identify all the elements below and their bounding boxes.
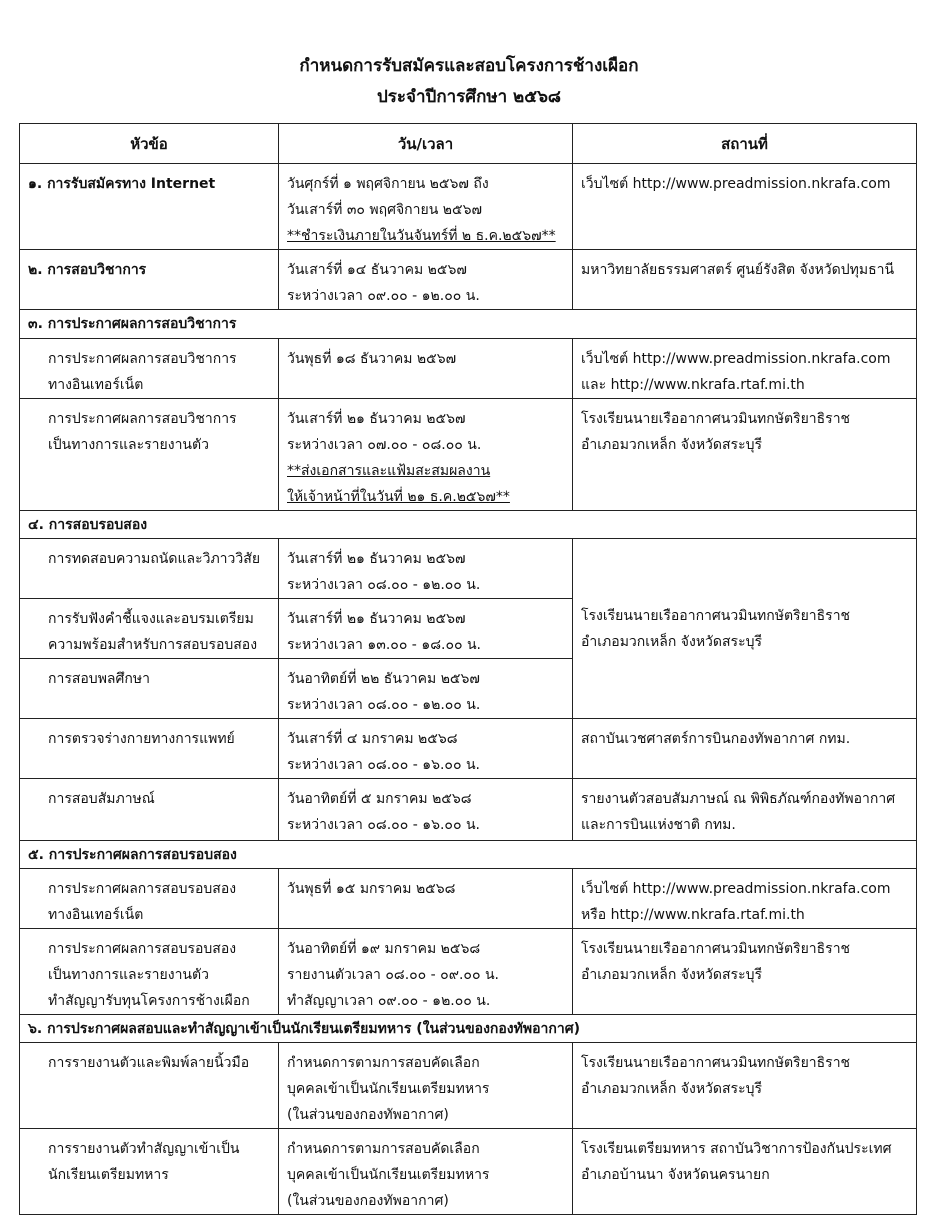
row-place: โรงเรียนนายเรืออากาศนวมินทกษัตริยาธิราช — [581, 941, 851, 957]
row-datetime: ระหว่างเวลา ๑๓.๐๐ - ๑๘.๐๐ น. — [287, 637, 482, 653]
row-datetime: วันเสาร์ที่ ๓๐ พฤศจิกายน ๒๕๖๗ — [287, 202, 482, 218]
row-datetime: วันเสาร์ที่ ๒๑ ธันวาคม ๒๕๖๗ — [287, 551, 466, 567]
header-topic: หัวข้อ — [20, 124, 279, 164]
row-datetime: ระหว่างเวลา ๐๙.๐๐ - ๑๒.๐๐ น. — [287, 288, 480, 304]
table-row — [20, 539, 917, 599]
row-topic: ความพร้อมสำหรับการสอบรอบสอง — [48, 637, 258, 653]
row-topic: การประกาศผลการสอบวิชาการ — [48, 351, 237, 367]
row-datetime: บุคคลเข้าเป็นนักเรียนเตรียมทหาร — [287, 1167, 490, 1183]
table-row — [20, 929, 917, 1015]
table-row — [20, 1043, 917, 1129]
row-place: โรงเรียนนายเรืออากาศนวมินทกษัตริยาธิราช — [581, 607, 851, 624]
row-topic: การประกาศผลการสอบวิชาการ — [48, 411, 237, 427]
row-datetime: (ในส่วนของกองทัพอากาศ) — [287, 1193, 449, 1209]
row-datetime: ทำสัญญาเวลา ๐๙.๐๐ - ๑๒.๐๐ น. — [287, 993, 491, 1009]
row-place: เว็บไซต์ http://www.preadmission.nkrafa.com — [581, 881, 891, 897]
row-datetime: กำหนดการตามการสอบคัดเลือก — [287, 1055, 480, 1071]
row-place: อำเภอบ้านนา จังหวัดนครนายก — [581, 1167, 770, 1183]
section-title: ๓. การประกาศผลการสอบวิชาการ — [28, 316, 237, 332]
row-datetime: วันเสาร์ที่ ๔ มกราคม ๒๕๖๘ — [287, 731, 458, 747]
section-row — [20, 841, 917, 869]
page-title: กำหนดการรับสมัครและสอบโครงการช้างเผือก — [299, 56, 639, 76]
row-note: **ส่งเอกสารและแฟ้มสะสมผลงาน — [287, 463, 491, 479]
page-subtitle: ประจำปีการศึกษา ๒๕๖๘ — [376, 87, 562, 107]
header-datetime: วัน/เวลา — [279, 124, 573, 164]
row-place: อำเภอมวกเหล็ก จังหวัดสระบุรี — [581, 967, 762, 983]
row-place: และ http://www.nkrafa.rtaf.mi.th — [581, 377, 805, 393]
schedule-table — [19, 123, 917, 1215]
table-header-row — [20, 124, 917, 164]
table-row — [20, 869, 917, 929]
row-place: รายงานตัวสอบสัมภาษณ์ ณ พิพิธภัณฑ์กองทัพอากาศ — [581, 791, 896, 807]
row-datetime: ระหว่างเวลา ๐๘.๐๐ - ๑๒.๐๐ น. — [287, 697, 481, 713]
row-topic: ทางอินเทอร์เน็ต — [48, 377, 144, 393]
row-topic: การรับฟังคำชี้แจงและอบรมเตรียม — [48, 611, 254, 627]
header-place: สถานที่ — [573, 124, 917, 164]
row-place: และการบินแห่งชาติ กทม. — [581, 817, 736, 833]
row-datetime: ระหว่างเวลา ๐๗.๐๐ - ๐๘.๐๐ น. — [287, 437, 482, 453]
row-note: **ชำระเงินภายในวันจันทร์ที่ ๒ ธ.ค.๒๕๖๗** — [287, 228, 556, 244]
row-topic: การตรวจร่างกายทางการแพทย์ — [48, 731, 235, 747]
row-topic: นักเรียนเตรียมทหาร — [48, 1167, 169, 1183]
row-note: ให้เจ้าหน้าที่ในวันที่ ๒๑ ธ.ค.๒๕๖๗** — [287, 489, 510, 505]
row-place: หรือ http://www.nkrafa.rtaf.mi.th — [581, 907, 805, 923]
row-datetime: ระหว่างเวลา ๐๘.๐๐ - ๑๒.๐๐ น. — [287, 577, 481, 593]
table-row — [20, 779, 917, 841]
table-row — [20, 719, 917, 779]
row-topic: การสอบสัมภาษณ์ — [48, 791, 155, 807]
row-place: สถาบันเวชศาสตร์การบินกองทัพอากาศ กทม. — [581, 731, 851, 747]
row-datetime: วันอาทิตย์ที่ ๕ มกราคม ๒๕๖๘ — [287, 791, 472, 807]
row-place: มหาวิทยาลัยธรรมศาสตร์ ศูนย์รังสิต จังหวัดปทุมธานี — [581, 262, 895, 278]
row-topic: การรายงานตัวทำสัญญาเข้าเป็น — [48, 1141, 240, 1157]
row-topic: เป็นทางการและรายงานตัว — [48, 437, 209, 453]
row-datetime: วันพุธที่ ๑๘ ธันวาคม ๒๕๖๗ — [287, 351, 457, 367]
table-row — [20, 399, 917, 511]
section-row — [20, 1015, 917, 1043]
row-topic: การประกาศผลการสอบรอบสอง — [48, 881, 237, 897]
row-topic: เป็นทางการและรายงานตัว — [48, 967, 209, 983]
row-datetime: กำหนดการตามการสอบคัดเลือก — [287, 1141, 480, 1157]
section-title: ๖. การประกาศผลสอบและทำสัญญาเข้าเป็นนักเรียนเตรียมทหาร (ในส่วนของกองทัพอากาศ) — [28, 1021, 580, 1037]
table-row — [20, 250, 917, 310]
row-datetime: รายงานตัวเวลา ๐๘.๐๐ - ๐๙.๐๐ น. — [287, 967, 499, 983]
row-topic: การรายงานตัวและพิมพ์ลายนิ้วมือ — [48, 1055, 250, 1071]
row-place: เว็บไซต์ http://www.preadmission.nkrafa.com — [581, 351, 891, 367]
row-topic: การทดสอบความถนัดและวิภาววิสัย — [48, 551, 261, 567]
row-place: โรงเรียนนายเรืออากาศนวมินทกษัตริยาธิราช — [581, 1055, 851, 1071]
row-datetime: วันเสาร์ที่ ๒๑ ธันวาคม ๒๕๖๗ — [287, 411, 466, 427]
row-topic: ทางอินเทอร์เน็ต — [48, 907, 144, 923]
table-row — [20, 1129, 917, 1215]
row-topic: ๑. การรับสมัครทาง Internet — [28, 176, 216, 192]
section-row — [20, 511, 917, 539]
table-row — [20, 164, 917, 250]
row-datetime: (ในส่วนของกองทัพอากาศ) — [287, 1107, 449, 1123]
row-topic: การสอบพลศึกษา — [48, 671, 150, 687]
row-place: เว็บไซต์ http://www.preadmission.nkrafa.com — [581, 176, 891, 192]
row-place: โรงเรียนนายเรืออากาศนวมินทกษัตริยาธิราช — [581, 411, 851, 427]
row-topic: ทำสัญญารับทุนโครงการช้างเผือก — [48, 993, 250, 1009]
row-datetime: วันพุธที่ ๑๕ มกราคม ๒๕๖๘ — [287, 881, 456, 897]
section-title: ๕. การประกาศผลการสอบรอบสอง — [28, 847, 237, 863]
row-datetime: บุคคลเข้าเป็นนักเรียนเตรียมทหาร — [287, 1081, 490, 1097]
row-datetime: วันอาทิตย์ที่ ๒๒ ธันวาคม ๒๕๖๗ — [287, 671, 480, 687]
row-datetime: วันเสาร์ที่ ๒๑ ธันวาคม ๒๕๖๗ — [287, 611, 466, 627]
row-topic: ๒. การสอบวิชาการ — [28, 262, 147, 278]
row-place: อำเภอมวกเหล็ก จังหวัดสระบุรี — [581, 437, 762, 453]
row-place: อำเภอมวกเหล็ก จังหวัดสระบุรี — [581, 1081, 762, 1097]
row-place: โรงเรียนเตรียมทหาร สถาบันวิชาการป้องกันประเทศ — [581, 1141, 892, 1157]
row-datetime: วันเสาร์ที่ ๑๔ ธันวาคม ๒๕๖๗ — [287, 262, 467, 278]
section-row — [20, 310, 917, 339]
row-datetime: ระหว่างเวลา ๐๘.๐๐ - ๑๖.๐๐ น. — [287, 817, 480, 833]
row-place: อำเภอมวกเหล็ก จังหวัดสระบุรี — [581, 633, 762, 650]
row-topic: การประกาศผลการสอบรอบสอง — [48, 941, 237, 957]
row-datetime: วันศุกร์ที่ ๑ พฤศจิกายน ๒๕๖๗ ถึง — [287, 176, 489, 192]
row-datetime: ระหว่างเวลา ๐๘.๐๐ - ๑๖.๐๐ น. — [287, 757, 480, 773]
section-title: ๔. การสอบรอบสอง — [28, 517, 148, 533]
table-row — [20, 339, 917, 399]
row-datetime: วันอาทิตย์ที่ ๑๙ มกราคม ๒๕๖๘ — [287, 941, 481, 957]
